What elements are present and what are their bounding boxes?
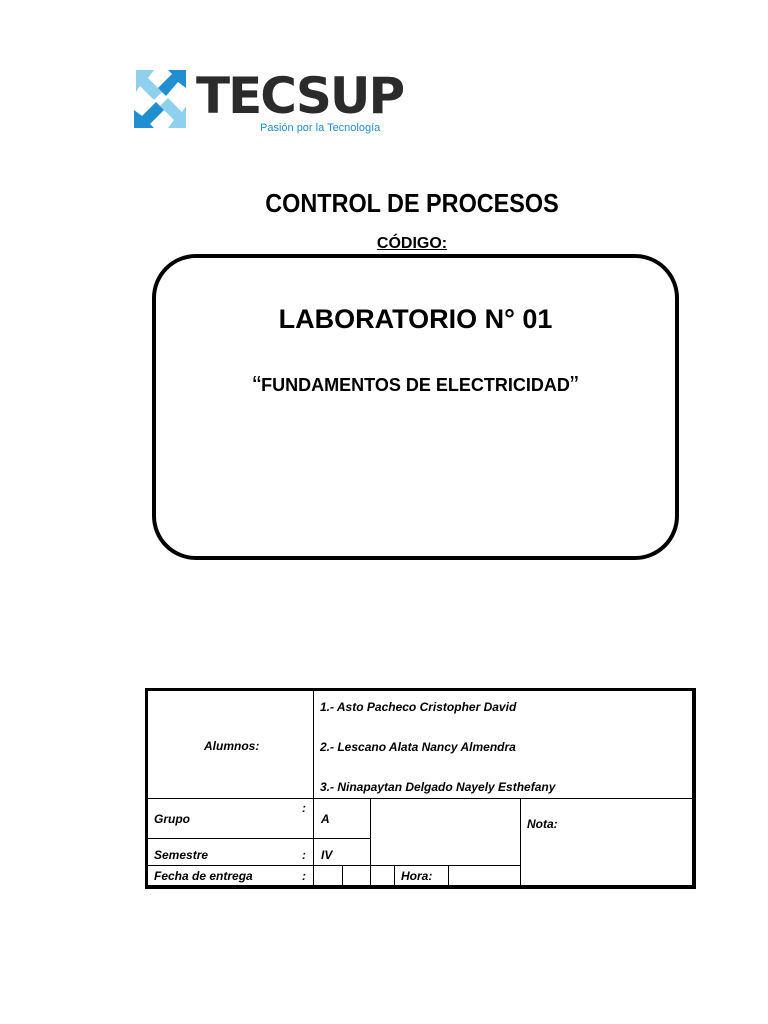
tecsup-arrows-icon — [130, 66, 192, 132]
tecsup-logo — [130, 66, 404, 140]
table-divider — [394, 865, 395, 885]
group-value: A — [321, 812, 330, 826]
student-info-table — [145, 688, 696, 889]
close-quote: ” — [569, 370, 579, 400]
table-divider — [148, 798, 692, 799]
semester-colon: : — [302, 848, 306, 862]
group-label: Grupo — [154, 812, 190, 826]
semester-value: IV — [321, 848, 333, 862]
delivery-colon: : — [302, 869, 306, 883]
students-label: Alumnos: — [204, 739, 260, 753]
brand-tagline: Pasión por la Tecnología — [260, 122, 381, 134]
student-2: 2.- Lescano Alata Nancy Almendra — [320, 740, 516, 754]
lab-number: LABORATORIO N° 01 — [278, 304, 553, 334]
table-divider — [448, 865, 449, 885]
lab-topic — [156, 370, 675, 401]
brand-name: TECSUP — [196, 67, 404, 125]
table-divider — [342, 865, 343, 885]
time-label: Hora: — [401, 869, 433, 883]
lab-topic-text: FUNDAMENTOS DE ELECTRICIDAD — [261, 375, 570, 395]
semester-label: Semestre — [154, 848, 209, 862]
group-colon: : — [302, 801, 306, 815]
table-divider — [148, 838, 370, 839]
lab-title-box — [152, 254, 679, 560]
student-3: 3.- Ninapaytan Delgado Nayely Esthefany — [320, 780, 556, 794]
grade-label: Nota: — [527, 817, 558, 831]
delivery-label: Fecha de entrega — [154, 869, 253, 883]
course-title: CONTROL DE PROCESOS — [265, 188, 559, 218]
table-divider — [520, 798, 521, 885]
table-divider — [148, 865, 520, 866]
table-divider — [313, 691, 314, 885]
open-quote: “ — [252, 370, 262, 400]
student-1: 1.- Asto Pacheco Cristopher David — [320, 700, 517, 714]
code-label: CÓDIGO: — [376, 235, 448, 252]
table-divider — [370, 798, 371, 885]
